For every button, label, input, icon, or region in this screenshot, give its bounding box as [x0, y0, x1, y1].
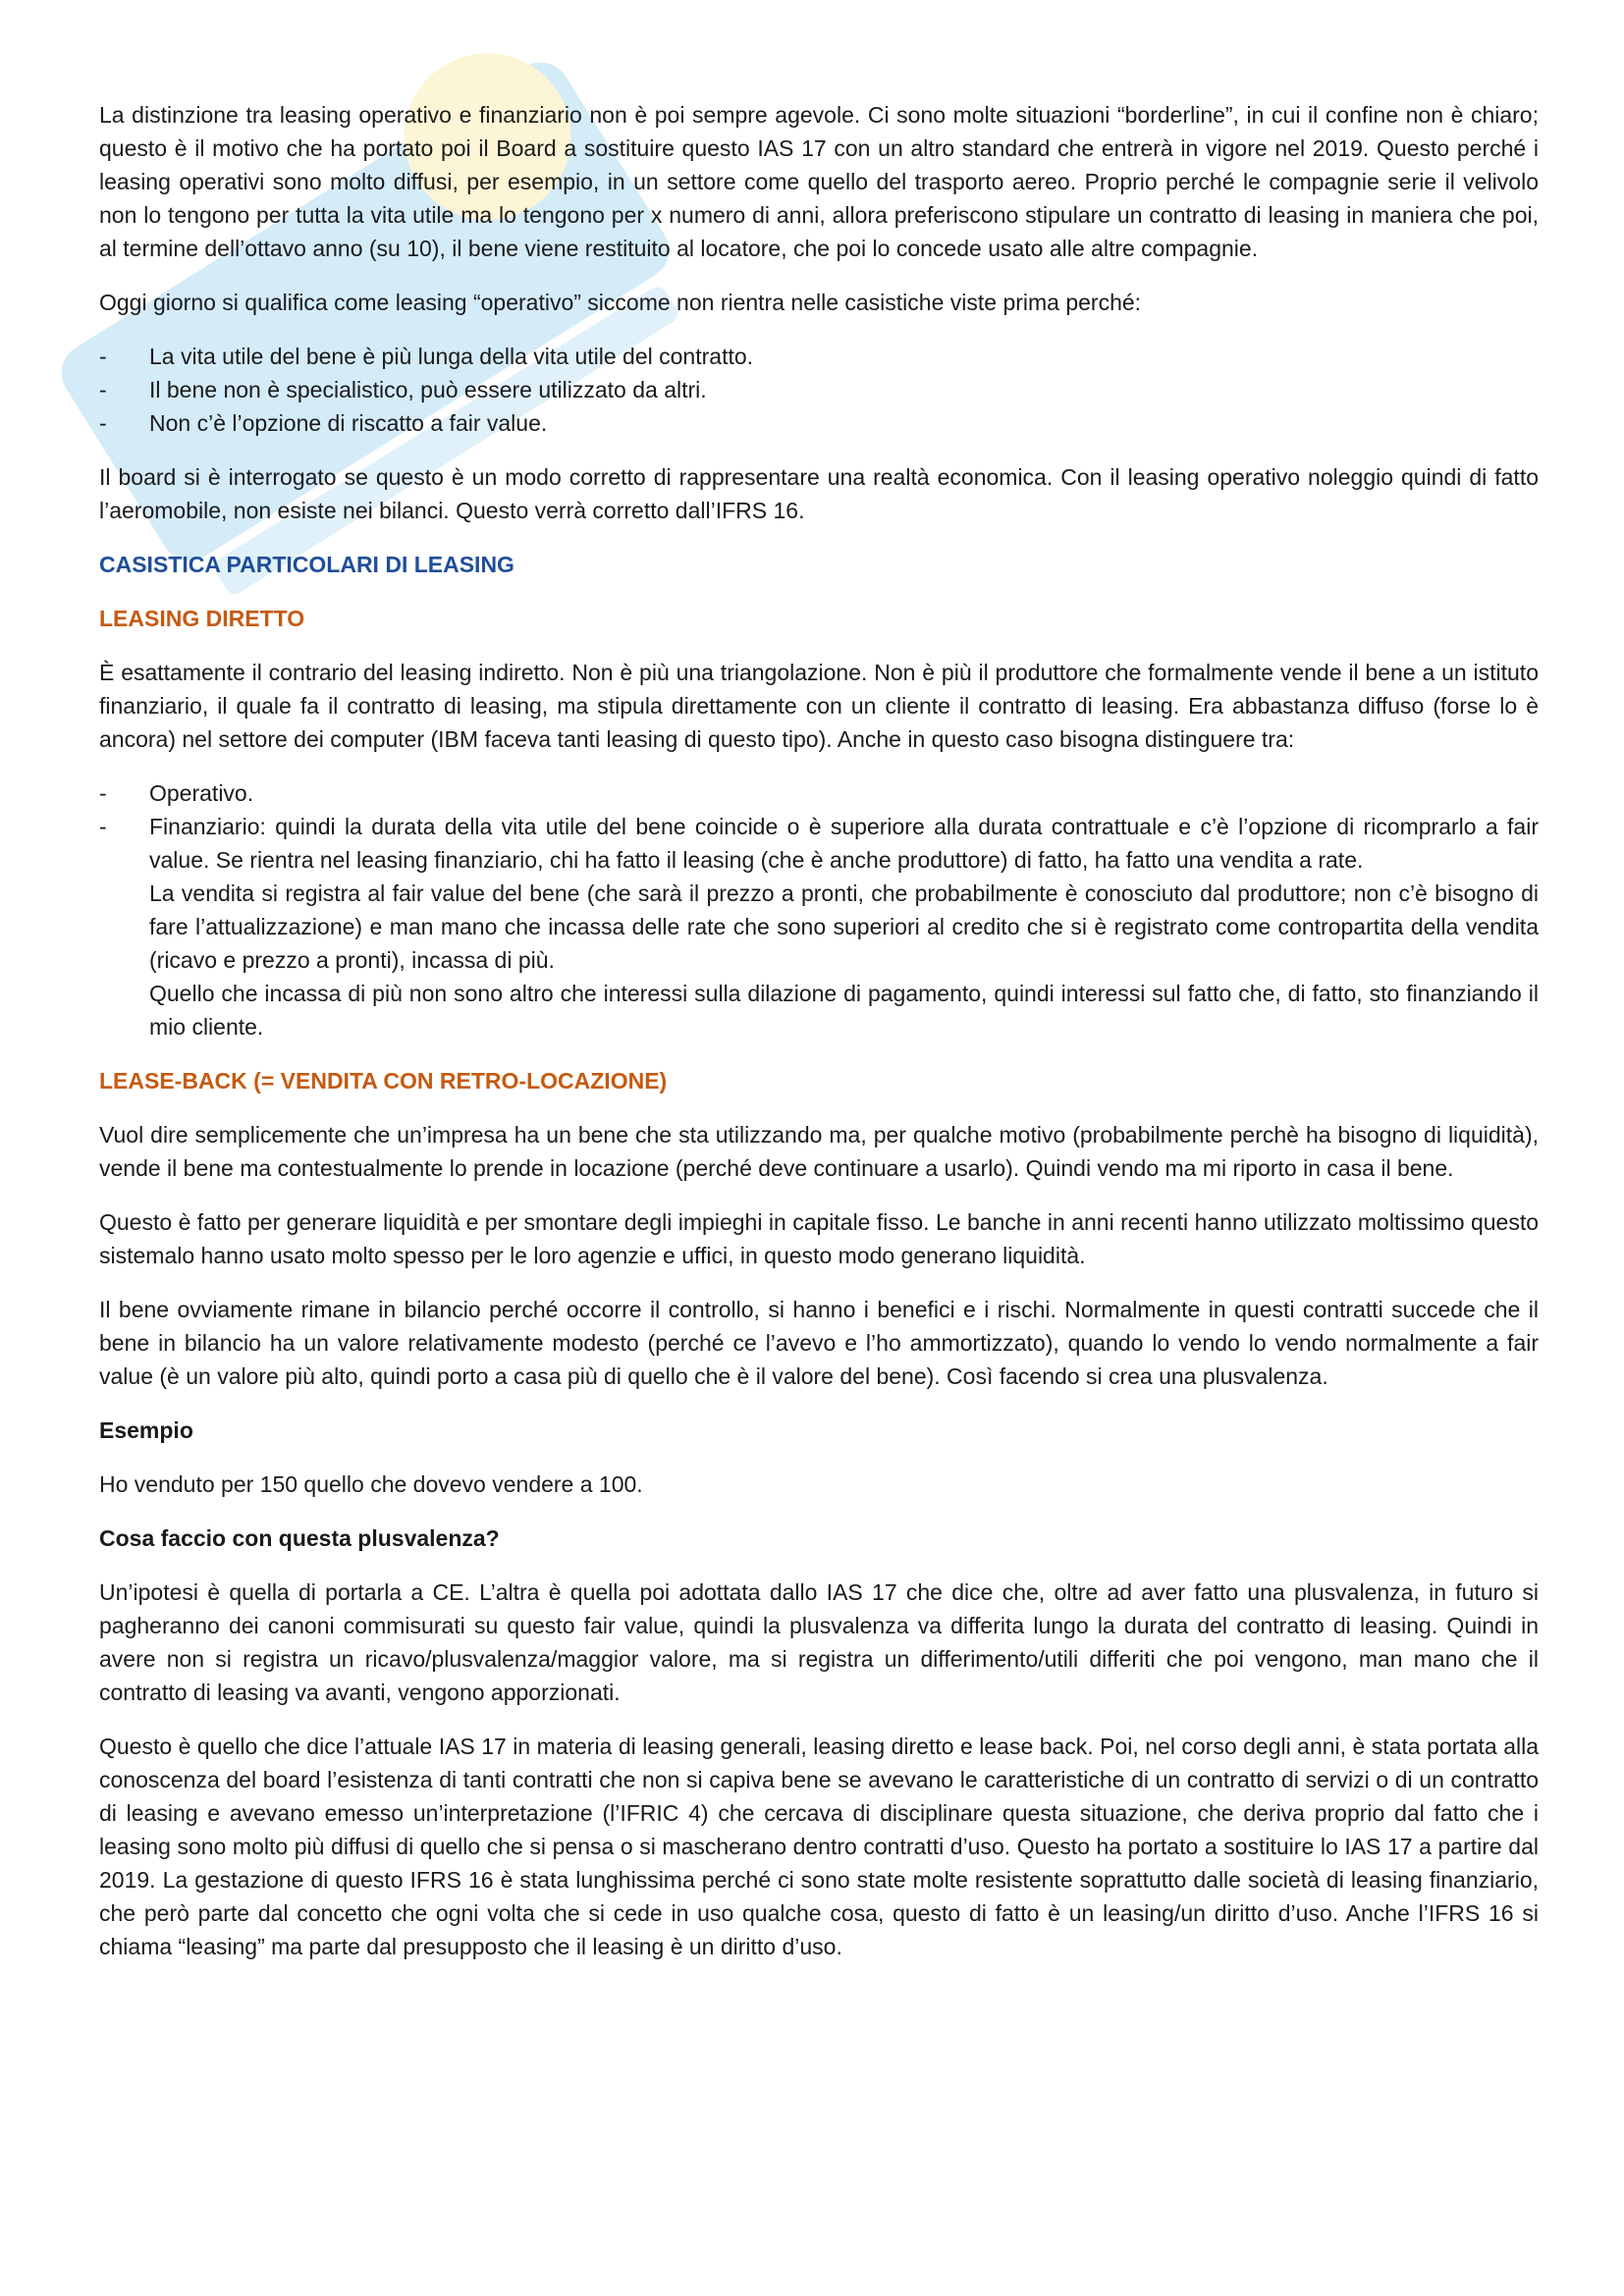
document-page [99, 98, 1539, 1984]
list-item-continuation: Quello che incassa di più non sono altro che interessi sulla dilazione di pagamento, quindi interessi sul fatto che, di fatto, sto finanziando il mio cliente. [149, 981, 1539, 1040]
list-item: - Il bene non è specialistico, può essere utilizzato da altri. [99, 377, 707, 402]
heading-casistica: CASISTICA PARTICOLARI DI LEASING [99, 552, 514, 577]
paragraph-board: Il board si è interrogato se questo è un modo corretto di rappresentare una realtà economica. Con il leasing operativo noleggio quindi di fatto l’aeromobile, non esiste nei bilanci. Questo verrà corretto dall’IFRS 16. [99, 464, 1539, 523]
heading-esempio: Esempio [99, 1417, 193, 1443]
list-item: - La vita utile del bene è più lunga della vita utile del contratto. [99, 344, 754, 369]
operativo-criteria-list [99, 340, 1539, 440]
heading-lease-back: LEASE-BACK (= VENDITA CON RETRO-LOCAZIONE) [99, 1068, 668, 1094]
paragraph-esempio: Ho venduto per 150 quello che dovevo vendere a 100. [99, 1471, 643, 1497]
paragraph-operativo-definition: Oggi giorno si qualifica come leasing “operativo” siccome non rientra nelle casistiche viste prima perché: [99, 290, 1142, 315]
paragraph-leasing-diretto: È esattamente il contrario del leasing indiretto. Non è più una triangolazione. Non è più il produttore che formalmente vende il bene a un istituto finanziario, il quale fa il contratto di leasing, ma stipula direttamente con un cliente il contratto di leasing. Era abbastanza diffuso (forse lo è ancora) nel settore dei computer (IBM faceva tanti leasing di questo tipo). Anche in questo caso bisogna distinguere tra: [99, 660, 1539, 752]
heading-plusvalenza-question: Cosa faccio con questa plusvalenza? [99, 1525, 500, 1551]
leasing-diretto-list [99, 776, 1539, 1043]
paragraph-lease-back-2: Questo è fatto per generare liquidità e per smontare degli impieghi in capitale fisso. Le banche in anni recenti hanno utilizzato moltissimo questo sistemalo hanno usato molto spesso per le loro agenzie e uffici, in questo modo generano liquidità. [99, 1209, 1539, 1268]
list-item: - Finanziario: quindi la durata della vita utile del bene coincide o è superiore alla durata contrattuale e c’è l’opzione di ricomprarlo a fair value. Se rientra nel leasing finanziario, chi ha fatto il leasing (che è anche produttore) di fatto, ha fatto una vendita a rate. La vendita si registra al fair value del bene (che sarà il prezzo a pronti, che probabilmente è conosciuto dal produttore; non c’è bisogno di fare l’attualizzazione) e man mano che incassa delle rate che sono superiori al credito che si è registrato come contropartita della vendita (ricavo e prezzo a pronti), incassa di più. Quello che incassa di più non sono altro che interessi sulla dilazione di pagamento, quindi interessi sul fatto che, di fatto, sto finanziando il mio cliente. [99, 810, 1539, 1043]
list-item: - Operativo. [99, 780, 254, 806]
paragraph-lease-back-3: Il bene ovviamente rimane in bilancio perché occorre il controllo, si hanno i benefici e i rischi. Normalmente in questi contratti succede che il bene in bilancio ha un valore relativamente modesto (perché ce l’avevo e l’ho ammortizzato), quando lo vendo lo vendo normalmente a fair value (è un valore più alto, quindi porto a casa più di quello che è il valore del bene). Così facendo si crea una plusvalenza. [99, 1297, 1539, 1389]
paragraph-lease-back-1: Vuol dire semplicemente che un’impresa ha un bene che sta utilizzando ma, per qualche motivo (probabilmente perchè ha bisogno di liquidità), vende il bene ma contestualmente lo prende in locazione (perché deve continuare a usarlo). Quindi vendo ma mi riporto in casa il bene. [99, 1122, 1539, 1181]
list-item-continuation: La vendita si registra al fair value del bene (che sarà il prezzo a pronti, che probabilmente è conosciuto dal produttore; non c’è bisogno di fare l’attualizzazione) e man mano che incassa delle rate che sono superiori al credito che si è registrato come contropartita della vendita (ricavo e prezzo a pronti), incassa di più. [149, 881, 1539, 973]
heading-leasing-diretto: LEASING DIRETTO [99, 606, 305, 631]
paragraph-intro: La distinzione tra leasing operativo e finanziario non è poi sempre agevole. Ci sono molte situazioni “borderline”, in cui il confine non è chiaro; questo è il motivo che ha portato poi il Board a sostituire questo IAS 17 con un altro standard che entrerà in vigore nel 2019. Questo perché i leasing operativi sono molto diffusi, per esempio, in un settore come quello del trasporto aereo. Proprio perché le compagnie serie il velivolo non lo tengono per tutta la vita utile ma lo tengono per x numero di anni, allora preferiscono stipulare un contratto di leasing in maniera che poi, al termine dell’ottavo anno (su 10), il bene viene restituito al locatore, che poi lo concede usato alle altre compagnie. [99, 102, 1539, 261]
paragraph-ifrs16: Questo è quello che dice l’attuale IAS 17 in materia di leasing generali, leasing diretto e lease back. Poi, nel corso degli anni, è stata portata alla conoscenza del board l’esistenza di tanti contratti che non si capiva bene se avevano le caratteristiche di un contratto di servizi o di un contratto di leasing e avevano emesso un’interpretazione (l’IFRIC 4) che cercava di disciplinare questa situazione, che deriva proprio dal fatto che i leasing sono molto più diffusi di quello che si pensa o si mascherano dentro contratti d’uso. Questo ha portato a sostituire lo IAS 17 a partire dal 2019. La gestazione di questo IFRS 16 è stata lunghissima perché ci sono state molte resistente soprattutto dalle società di leasing finanziario, che però parte dal concetto che ogni volta che si cede in uso qualche cosa, questo di fatto è un leasing/un diritto d’uso. Anche l’IFRS 16 si chiama “leasing” ma parte dal presupposto che il leasing è un diritto d’uso. [99, 1734, 1539, 1959]
paragraph-plusvalenza: Un’ipotesi è quella di portarla a CE. L’altra è quella poi adottata dallo IAS 17 che dice che, oltre ad aver fatto una plusvalenza, in futuro si pagheranno dei canoni commisurati su questo fair value, quindi la plusvalenza va differita lungo la durata del contratto di leasing. Quindi in avere non si registra un ricavo/plusvalenza/maggior valore, ma si registra un differimento/utili differiti che poi vengono, man mano che il contratto di leasing va avanti, vengono apporzionati. [99, 1579, 1539, 1705]
list-item: - Non c’è l’opzione di riscatto a fair value. [99, 410, 548, 436]
